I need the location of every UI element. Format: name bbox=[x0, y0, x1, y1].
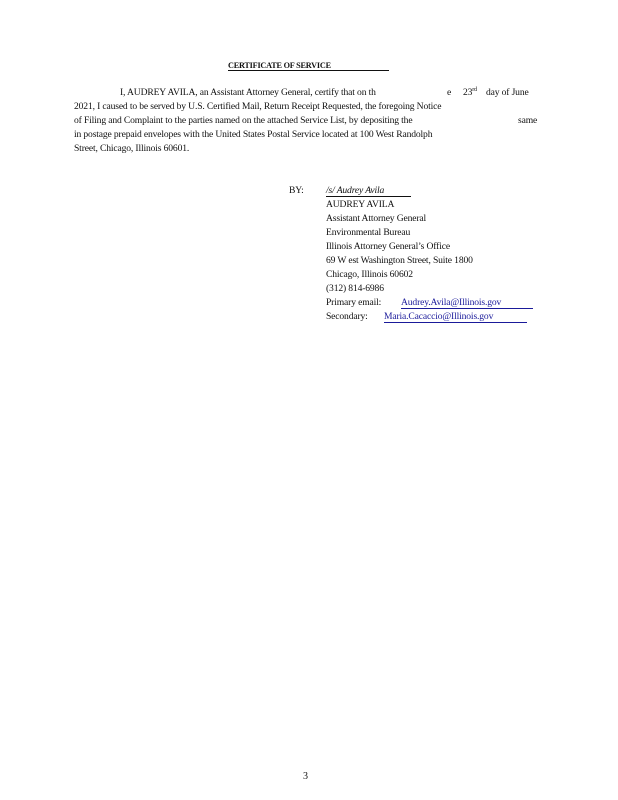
day-suffix: rd bbox=[472, 87, 477, 93]
signer-bureau: Environmental Bureau bbox=[326, 227, 411, 238]
signer-street: 69 W est Washington Street, Suite 1800 bbox=[326, 255, 473, 266]
body-line-1b: e bbox=[447, 87, 452, 98]
body-line-1c: day of June bbox=[486, 87, 529, 98]
secondary-email-underline bbox=[384, 322, 527, 323]
signer-role: Assistant Attorney General bbox=[326, 213, 427, 224]
secondary-email-label: Secondary: bbox=[326, 311, 368, 322]
certificate-title: CERTIFICATE OF SERVICE bbox=[228, 61, 331, 70]
by-label: BY: bbox=[289, 185, 304, 196]
title-underline bbox=[228, 70, 389, 71]
body-line-2: 2021, I caused to be served by U.S. Certified Mail, Return Receipt Requested, the foregoing Notice bbox=[74, 101, 442, 112]
body-line-3a: of Filing and Complaint to the parties named on the attached Service List, by depositing the bbox=[74, 115, 413, 126]
signer-office: Illinois Attorney General’s Office bbox=[326, 241, 450, 252]
body-line-1-date bbox=[463, 87, 477, 98]
page-number: 3 bbox=[303, 771, 308, 782]
primary-email-label: Primary email: bbox=[326, 297, 382, 308]
primary-email-underline bbox=[401, 308, 533, 309]
body-line-3b: same bbox=[518, 115, 538, 126]
signer-phone: (312) 814-6986 bbox=[326, 283, 384, 294]
body-line-4: in postage prepaid envelopes with the United States Postal Service located at 100 West Randolph bbox=[74, 129, 433, 140]
day-number: 23 bbox=[463, 87, 473, 99]
signature-underline bbox=[326, 196, 411, 197]
body-line-5: Street, Chicago, Illinois 60601. bbox=[74, 143, 190, 154]
secondary-email-link[interactable]: Maria.Cacaccio@Illinois.gov bbox=[384, 311, 494, 322]
primary-email-link[interactable]: Audrey.Avila@Illinois.gov bbox=[401, 297, 502, 308]
electronic-signature: /s/ Audrey Avila bbox=[326, 185, 385, 196]
signer-name: AUDREY AVILA bbox=[326, 199, 395, 210]
signer-city: Chicago, Illinois 60602 bbox=[326, 269, 413, 280]
body-line-1a: I, AUDREY AVILA, an Assistant Attorney General, certify that on th bbox=[120, 87, 376, 98]
